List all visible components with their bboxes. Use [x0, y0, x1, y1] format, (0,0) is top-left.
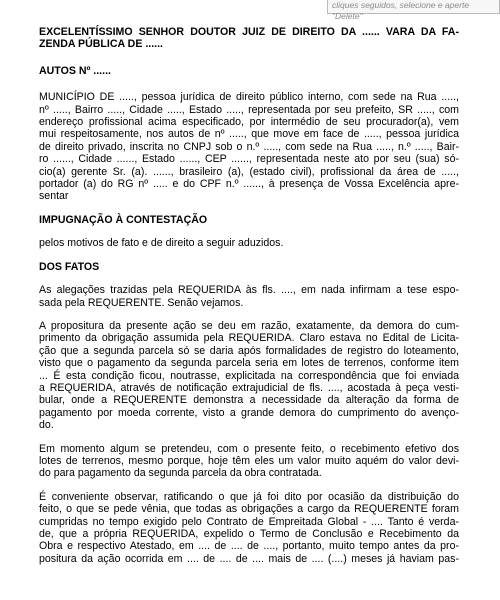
paragraph-line: ro ......, Cidade ......, Estado ......, CEP ......, representada neste ato por seu (sua) só-: [39, 153, 459, 166]
facts-paragraph-1: [39, 284, 459, 309]
petition-addressee-heading: [39, 26, 459, 51]
paragraph-line: a REQUERIDA, através de notificação extrajudicial de fls. ...., acostada à peça vesti-: [39, 381, 459, 394]
paragraph-line: Obra e respectivo Atestado, em .... de .... de ...., portanto, muito tempo antes da pro-: [39, 540, 459, 553]
heading-line: EXCELENTÍSSIMO SENHOR DOUTOR JUIZ DE DIREITO DA ...... VARA DA FA-: [39, 26, 459, 38]
paragraph-line: portador (a) do RG nº ..... e do CPF n.º ......, à presença de Vossa Excelência apre-: [39, 178, 459, 191]
heading-line: ZENDA PÚBLICA DE ......: [39, 38, 163, 51]
paragraph-line: mui respeitosamente, nos autos de nº ....., que move em face de ....., pessoa jurídica: [39, 128, 459, 141]
facts-paragraph-3: [39, 443, 459, 480]
paragraph-line: de direito privado, inscrita no CNPJ sob o n.º ....., com sede na Rua ....., n.º ....., Bair-: [39, 140, 459, 153]
section-heading-facts: DOS FATOS: [39, 260, 100, 273]
case-number-label: AUTOS Nº ......: [39, 64, 111, 77]
facts-paragraph-2: [39, 320, 459, 432]
paragraph-line: lotes de terrenos, mesmo porque, hoje têm eles um valor muito aquém do valor devi-: [39, 454, 459, 467]
paragraph-line: de, que a própria REQUERIDA, expelido o Termo de Conclusão e Recebimento da: [39, 528, 459, 540]
paragraph-line: nº ....., Bairro ....., Cidade ....., Estado ....., representada por seu prefeito, SR ....., com: [39, 103, 459, 116]
paragraph-line: ... É esta condição ficou, noutrasse, explicitada na correspondência que foi enviada: [39, 369, 459, 382]
paragraph-line: feito, o que se pede vênia, que todas as obrigações a cargo da REQUERENTE foram: [39, 503, 459, 516]
petition-document: [39, 26, 459, 565]
party-qualification-paragraph: [39, 91, 459, 203]
selection-hint-text: cliques seguidos, selecione e aperte "Delete": [332, 0, 470, 21]
facts-paragraph-4: [39, 491, 459, 565]
paragraph-line: cio(a) gerente Sr. (a). ......, brasileiro (a), (estado civil), profissional da área de .....,: [39, 165, 459, 178]
paragraph-line: A propositura da presente ação se deu em razão, exatamente, da demora do cum-: [39, 319, 459, 332]
paragraph-line: MUNICÍPIO DE ....., pessoa jurídica de direito público interno, com sede na Rua .....,: [39, 91, 459, 104]
paragraph-line: do.: [39, 419, 54, 432]
paragraph-line: sentar: [39, 190, 69, 203]
paragraph-line: É conveniente observar, ratificando o que já foi dito por ocasião da distribuição do: [39, 490, 459, 503]
paragraph-line: pagamento por moeda corrente, visto a grande demora do cumprimento do avenço-: [39, 406, 459, 419]
paragraph-line: primento da obrigação assumida pela REQUERIDA. Claro estava no Edital de Licita-: [39, 332, 459, 345]
document-title: IMPUGNAÇÃO À CONTESTAÇÃO: [39, 213, 208, 226]
paragraph-line: As alegações trazidas pela REQUERIDA às fls. ...., em nada infirmam a tese espo-: [39, 284, 459, 297]
paragraph-line: cumpridas no tempo exigido pelo Contrato de Empreitada Global - .... Tanto é verda-: [39, 515, 459, 528]
paragraph-line: visto que o pagamento da segunda parcela seria em lotes de terrenos, conforme item: [39, 357, 459, 370]
paragraph-line: positura da ação ocorrida em .... de .... de .... mais de .... (....) meses já haviam pas-: [39, 552, 459, 565]
paragraph-line: do para pagamento da segunda parcela da obra contratada.: [39, 467, 322, 480]
paragraph-line: endereço profissional acima especificado, por intermédio de seu procurador(a), vem: [39, 116, 459, 129]
paragraph-line: sada pela REQUERENTE. Senão vejamos.: [39, 296, 244, 309]
paragraph-line: Em momento algum se pretendeu, com o presente feito, o recebimento efetivo dos: [39, 442, 459, 455]
paragraph-line: ção que a segunda parcela só se daria após formalidades de registro do loteamento,: [39, 344, 459, 357]
paragraph-line: bular, onde a REQUERENTE demonstra a necessidade da alteração da forma de: [39, 394, 459, 407]
motives-line: pelos motivos de fato e de direito a seguir aduzidos.: [39, 237, 284, 250]
selection-hint-box: [327, 0, 500, 21]
